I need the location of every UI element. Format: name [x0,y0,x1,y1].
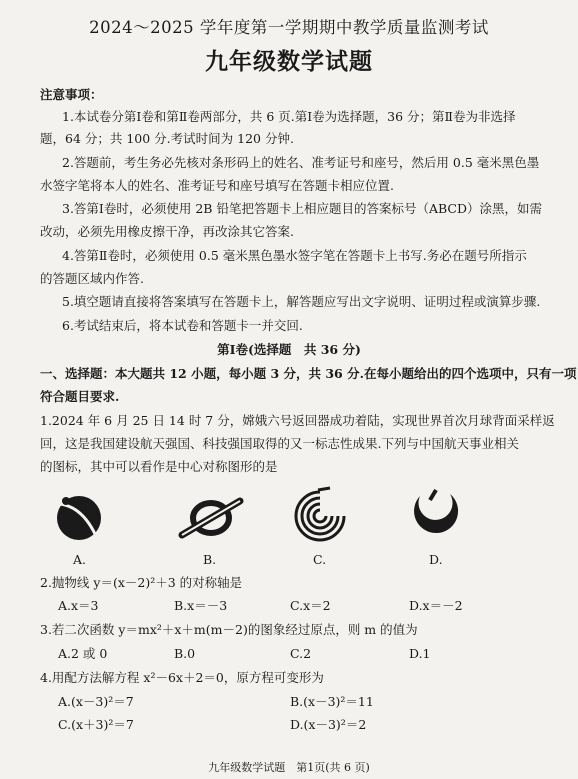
figure-a-sphere-icon [52,490,106,544]
notes-heading: 注意事项： [40,87,103,102]
note-4-line-2: 的答题区域内作答. [40,271,144,286]
note-2-line-1: 2.答题前，考生务必先核对条形码上的姓名、准考证号和座号，然后用 0.5 毫米黑色墨 [62,155,540,170]
note-1-line-1: 1.本试卷分第Ⅰ卷和第Ⅱ卷两部分，共 6 页.第Ⅰ卷为选择题，36 分；第Ⅱ卷为非选择 [62,109,516,124]
note-1-line-2: 题，64 分；共 100 分.考试时间为 120 分钟. [40,131,294,146]
q4-option-b: B.(x－3)²＝11 [290,694,374,709]
q1-option-d-label: D. [429,552,443,567]
exam-title: 2024～2025 学年度第一学期期中教学质量监测考试 [89,18,489,37]
q3-option-a: A.2 或 0 [58,646,108,661]
q2-option-b: B.x＝－3 [174,598,228,613]
q1-stem-line-3: 的图标，其中可以看作是中心对称图形的是 [40,459,278,474]
note-5: 5.填空题请直接将答案填写在答题卡上，解答题应写出文字说明、证明过程或演算步骤. [62,294,541,309]
section-instruction-line-1: 一、选择题：本大题共 12 小题，每小题 3 分，共 36 分.在每小题给出的四个选项中，只有一项 [40,366,577,381]
q1-option-c-label: C. [313,552,327,567]
q3-option-c: C.2 [290,646,312,661]
section-instruction-line-2: 符合题目要求. [40,389,120,404]
note-6: 6.考试结束后，将本试卷和答题卡一并交回. [62,318,303,333]
q4-option-a: A.(x－3)²＝7 [58,694,134,709]
q3-stem: 3.若二次函数 y＝mx²＋x＋m(m－2)的图象经过原点，则 m 的值为 [40,622,418,637]
page-footer: 九年级数学试题 第1页(共 6 页) [208,761,370,774]
note-3-line-2: 改动，必须先用橡皮擦干净，再改涂其它答案. [40,224,294,239]
q1-stem-line-1: 1.2024 年 6 月 25 日 14 时 7 分，嫦娥六号返回器成功着陆，实现世界首次月球背面采样返 [40,413,555,428]
note-4-line-1: 4.答第Ⅱ卷时，必须使用 0.5 毫米黑色墨水签字笔在答题卡上书写.务必在题号所指示 [62,248,527,263]
figure-d-crescent-icon [406,486,462,542]
section-title: 第Ⅰ卷(选择题 共 36 分) [217,342,361,357]
q2-stem: 2.抛物线 y＝(x－2)²＋3 的对称轴是 [40,575,243,590]
note-2-line-2: 水签字笔将本人的姓名、准考证号和座号填写在答题卡相应位置. [40,178,394,193]
subject-title: 九年级数学试题 [205,48,373,75]
note-3-line-1: 3.答第Ⅰ卷时，必须使用 2B 铅笔把答题卡上相应题目的答案标号（ABCD）涂黑，如需 [62,201,542,216]
q3-option-d: D.1 [409,646,431,661]
q4-option-d: D.(x－3)²＝2 [290,717,367,732]
q1-option-b-label: B. [203,552,217,567]
q2-option-c: C.x＝2 [290,598,331,613]
figure-c-arcs-icon [290,486,350,544]
q4-stem: 4.用配方法解方程 x²－6x＋2＝0，原方程可变形为 [40,670,324,685]
q4-option-c: C.(x＋3)²＝7 [58,717,134,732]
q1-stem-line-2: 回，这是我国建设航天强国、科技强国取得的又一标志性成果.下列与中国航天事业相关 [40,436,519,451]
q3-option-b: B.0 [174,646,196,661]
q2-option-d: D.x＝－2 [409,598,463,613]
q2-option-a: A.x＝3 [58,598,99,613]
figure-b-orbit-icon [178,495,244,541]
q1-option-a-label: A. [73,552,87,567]
